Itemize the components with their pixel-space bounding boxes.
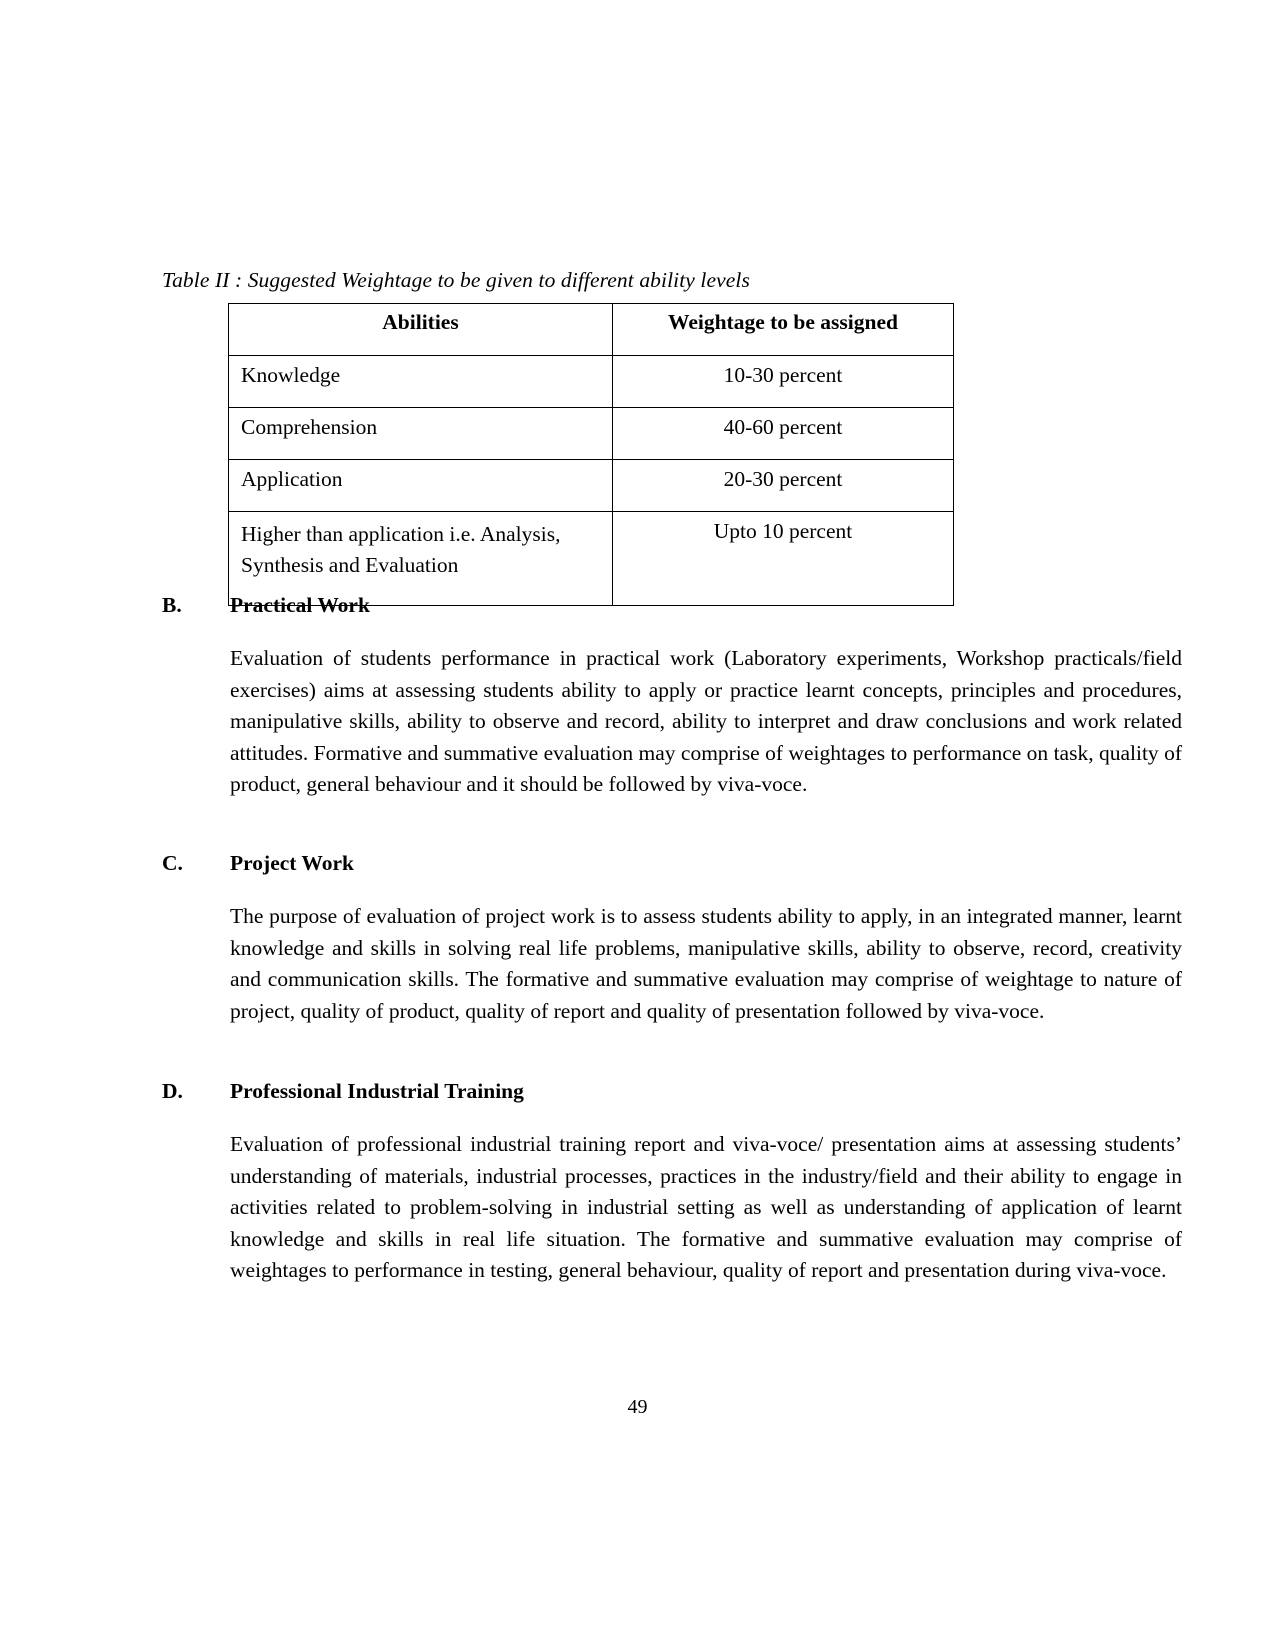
table-row bbox=[229, 356, 954, 408]
table-row bbox=[229, 408, 954, 460]
section-paragraph: Evaluation of professional industrial training report and viva-voce/ presentation aims at assessing students’ understanding of materials, industrial processes, practices in the industry/field and their ability to engage in activities related to problem-solving in industrial setting as well as understanding of application of learnt knowledge and skills in real life situation. The formative and summative evaluation may comprise of weightages to performance in testing, general behaviour, quality of report and presentation during viva-voce. bbox=[230, 1132, 1182, 1282]
table-row bbox=[229, 512, 954, 606]
section-title: Professional Industrial Training bbox=[230, 1079, 524, 1103]
cell-ability bbox=[229, 512, 613, 606]
section-paragraph: The purpose of evaluation of project work is to assess students ability to apply, in an integrated manner, learnt knowledge and skills in solving real life problems, manipulative skills, ability to observe, record, creativity and communication skills. The formative and summative evaluation may comprise of weightage to nature of project, quality of product, quality of report and quality of presentation followed by viva-voce. bbox=[230, 904, 1182, 1023]
cell-ability: Knowledge bbox=[229, 356, 613, 408]
section-title: Practical Work bbox=[230, 593, 370, 617]
cell-ability-text: Higher than application i.e. Analysis, Synthesis and Evaluation bbox=[241, 522, 561, 578]
column-header-abilities: Abilities bbox=[229, 304, 613, 356]
cell-weightage: 10-30 percent bbox=[613, 356, 954, 408]
cell-weightage: 20-30 percent bbox=[613, 460, 954, 512]
cell-weightage: Upto 10 percent bbox=[613, 512, 954, 606]
section-letter: D. bbox=[162, 1079, 183, 1103]
section-heading bbox=[162, 1079, 1182, 1109]
section-letter: B. bbox=[162, 593, 182, 617]
page-number: 49 bbox=[627, 1396, 648, 1418]
section-heading bbox=[162, 593, 1182, 623]
cell-ability: Application bbox=[229, 460, 613, 512]
section-project-work bbox=[162, 851, 1182, 1027]
column-header-weightage: Weightage to be assigned bbox=[613, 304, 954, 356]
table-caption: Table II : Suggested Weightage to be given to different ability levels bbox=[162, 268, 750, 292]
cell-ability: Comprehension bbox=[229, 408, 613, 460]
section-practical-work bbox=[162, 593, 1182, 801]
section-letter: C. bbox=[162, 851, 183, 875]
section-professional-industrial-training bbox=[162, 1079, 1182, 1287]
section-title: Project Work bbox=[230, 851, 354, 875]
weightage-table bbox=[228, 303, 954, 606]
section-heading bbox=[162, 851, 1182, 881]
cell-weightage: 40-60 percent bbox=[613, 408, 954, 460]
table-row bbox=[229, 460, 954, 512]
section-paragraph: Evaluation of students performance in practical work (Laboratory experiments, Workshop practicals/field exercises) aims at assessing students ability to apply or practice learnt concepts, principles and procedures, manipulative skills, ability to observe and record, ability to interpret and draw conclusions and work related attitudes. Formative and summative evaluation may comprise of weightages to performance on task, quality of product, general behaviour and it should be followed by viva-voce. bbox=[230, 646, 1182, 796]
table-header-row bbox=[229, 304, 954, 356]
